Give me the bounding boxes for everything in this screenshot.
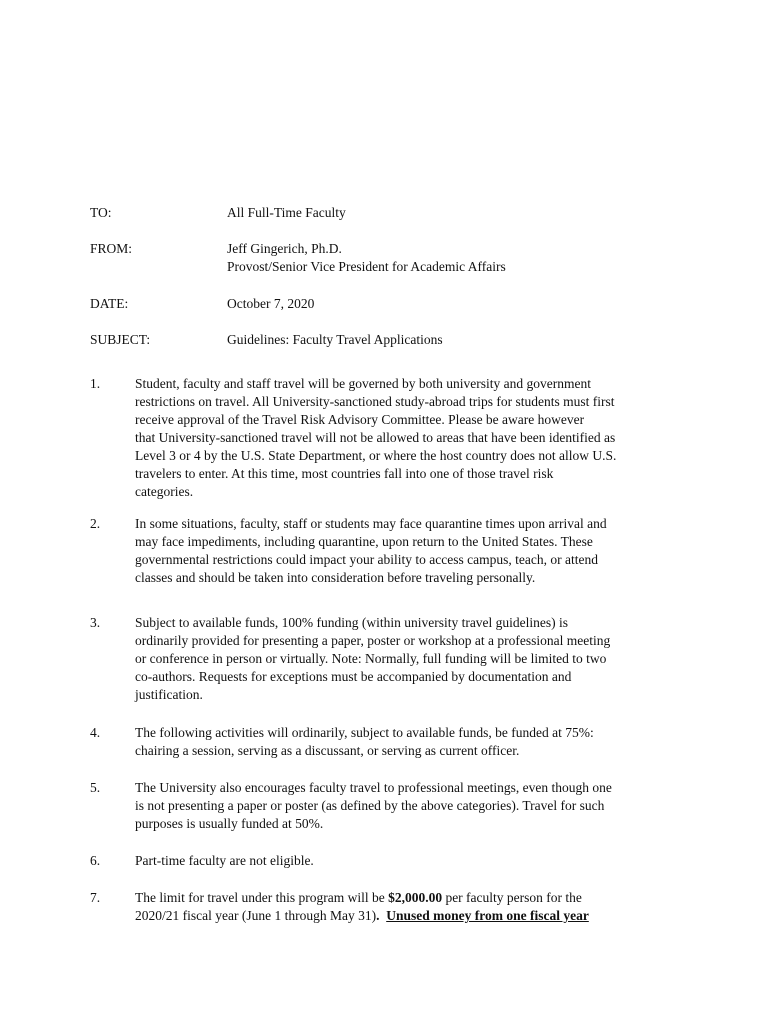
item-line: may face impediments, including quarantine, upon return to the United States. These — [135, 534, 593, 549]
item-line: or conference in person or virtually. Note: Normally, full funding will be limited to two — [135, 651, 607, 666]
unused-money-notice: Unused money from one fiscal year — [386, 908, 589, 923]
item-line-text: per faculty person for the — [442, 890, 582, 905]
date-label: DATE: — [90, 296, 129, 311]
item-text — [135, 614, 690, 704]
item-line: receive approval of the Travel Risk Advisory Committee. Please be aware however — [135, 412, 585, 427]
item-line: governmental restrictions could impact your ability to access campus, teach, or attend — [135, 552, 598, 567]
item-line: travelers to enter. At this time, most countries fall into one of those travel risk — [135, 466, 554, 481]
subject-label: SUBJECT: — [90, 332, 151, 347]
item-line: classes and should be taken into consideration before traveling personally. — [135, 570, 536, 585]
to-value: All Full-Time Faculty — [227, 205, 346, 220]
item-line: Level 3 or 4 by the U.S. State Department, or where the host country does not allow U.S. — [135, 448, 617, 463]
item-number: 1. — [90, 376, 101, 391]
subject-value: Guidelines: Faculty Travel Applications — [227, 332, 443, 347]
item-text — [135, 724, 690, 760]
item-line: justification. — [135, 687, 203, 702]
item-number: 4. — [90, 725, 101, 740]
item-line: The following activities will ordinarily, subject to available funds, be funded at 75%: — [135, 725, 594, 740]
item-line-text: 2020/21 fiscal year (June 1 through May 31) — [135, 908, 377, 923]
item-number: 5. — [90, 780, 101, 795]
item-text — [135, 515, 690, 587]
item-line: Subject to available funds, 100% funding (within university travel guidelines) is — [135, 615, 569, 630]
from-name: Jeff Gingerich, Ph.D. — [227, 241, 342, 256]
date-value: October 7, 2020 — [227, 296, 315, 311]
from-title: Provost/Senior Vice President for Academic Affairs — [227, 259, 506, 274]
item-line: The University also encourages faculty travel to professional meetings, even though one — [135, 780, 612, 795]
item-line: Student, faculty and staff travel will be governed by both university and government — [135, 376, 592, 391]
item-number: 7. — [90, 890, 101, 905]
item-line — [135, 889, 690, 907]
item-line-text: The limit for travel under this program will be — [135, 890, 389, 905]
item-line-period: . — [376, 908, 380, 923]
item-line: purposes is usually funded at 50%. — [135, 816, 324, 831]
item-text — [135, 779, 690, 833]
item-line: Part-time faculty are not eligible. — [135, 853, 314, 868]
item-line — [135, 907, 690, 925]
item-text — [135, 375, 690, 501]
item-number: 2. — [90, 516, 101, 531]
funding-limit-amount: $2,000.00 — [388, 890, 443, 905]
item-number: 3. — [90, 615, 101, 630]
item-number: 6. — [90, 853, 101, 868]
item-line: categories. — [135, 484, 194, 499]
to-label: TO: — [90, 205, 112, 220]
item-line: chairing a session, serving as a discussant, or serving as current officer. — [135, 743, 520, 758]
item-text — [135, 852, 690, 870]
item-line: In some situations, faculty, staff or students may face quarantine times upon arrival and — [135, 516, 607, 531]
item-line: is not presenting a paper or poster (as defined by the above categories). Travel for such — [135, 798, 605, 813]
item-line: that University-sanctioned travel will not be allowed to areas that have been identified as — [135, 430, 616, 445]
item-line: ordinarily provided for presenting a paper, poster or workshop at a professional meeting — [135, 633, 611, 648]
from-label: FROM: — [90, 241, 133, 256]
item-text — [135, 889, 690, 925]
item-line: restrictions on travel. All University-sanctioned study-abroad trips for students must first — [135, 394, 615, 409]
item-line: co-authors. Requests for exceptions must be accompanied by documentation and — [135, 669, 572, 684]
